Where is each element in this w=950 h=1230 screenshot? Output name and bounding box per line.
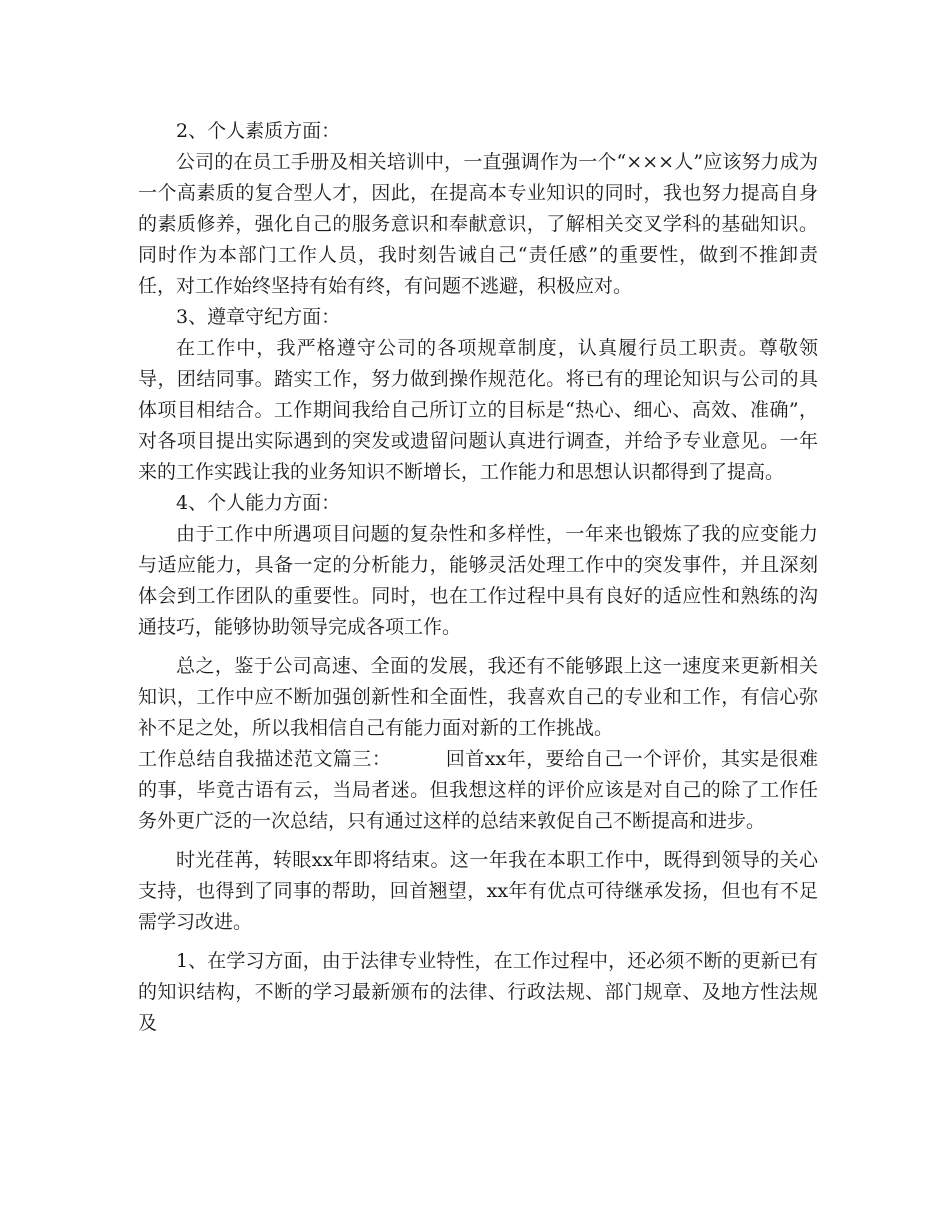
section-4-heading: 4、个人能力方面：	[176, 492, 341, 514]
section-3-heading: 3、遵章守纪方面：	[176, 306, 341, 328]
section-3-paragraph: 在工作中，我严格遵守公司的各项规章制度，认真履行员工职责。尊敬领导，团结同事。踏实工作，努力做到操作规范化。将已有的理论知识与公司的具体项目相结合。工作期间我给自己所订立的目标是“热心、细心、高效、准确”，对各项目提出实际遇到的突发或遗留问题认真进行调查，并给予专业意见。一年来的工作实践让我的业务知识不断增长，工作能力和思想认识都得到了提高。	[138, 337, 818, 483]
document-body	[138, 116, 818, 1039]
section-2-paragraph: 公司的在员工手册及相关培训中，一直强调作为一个“×××人”应该努力成为一个高素质的复合型人才，因此，在提高本专业知识的同时，我也努力提高自身的素质修养，强化自己的服务意识和奉献意识，了解相关交叉学科的基础知识。同时作为本部门工作人员，我时刻告诫自己“责任感”的重要性，做到不推卸责任，对工作始终坚持有始有终，有问题不逃避，积极应对。	[138, 151, 818, 297]
summary-paragraph: 总之，鉴于公司高速、全面的发展，我还有不能够跟上这一速度来更新相关知识，工作中应不断加强创新性和全面性，我喜欢自己的专业和工作，有信心弥补不足之处，所以我相信自己有能力面对新的工作挑战。	[138, 655, 818, 739]
section-4-paragraph: 由于工作中所遇项目问题的复杂性和多样性，一年来也锻炼了我的应变能力与适应能力，具备一定的分析能力，能够灵活处理工作中的突发事件，并且深刻体会到工作团队的重要性。同时，也在工作过程中具有良好的适应性和熟练的沟通技巧，能够协助领导完成各项工作。	[138, 523, 818, 638]
part-3-paragraph-2: 时光荏苒，转眼xx年即将结束。这一年我在本职工作中，既得到领导的关心支持，也得到了同事的帮助，回首翘望，xx年有优点可待继承发扬，但也有不足需学习改进。	[138, 849, 818, 933]
part-3-title: 工作总结自我描述范文篇三：	[138, 748, 392, 770]
part-3-intro-paragraph	[138, 744, 818, 837]
section-2-heading: 2、个人素质方面：	[176, 120, 341, 142]
part-3-paragraph-3: 1、在学习方面，由于法律专业特性，在工作过程中，还必须不断的更新已有的知识结构，不断的学习最新颁布的法律、行政法规、部门规章、及地方性法规及	[138, 950, 818, 1034]
part-3-intro-text: 回首xx年，要给自己一个评价，其实是很难的事，毕竟古语有云，当局者迷。但我想这样的评价应该是对自己的除了工作任务外更广泛的一次总结，只有通过这样的总结来敦促自己不断提高和进步。	[138, 748, 818, 832]
